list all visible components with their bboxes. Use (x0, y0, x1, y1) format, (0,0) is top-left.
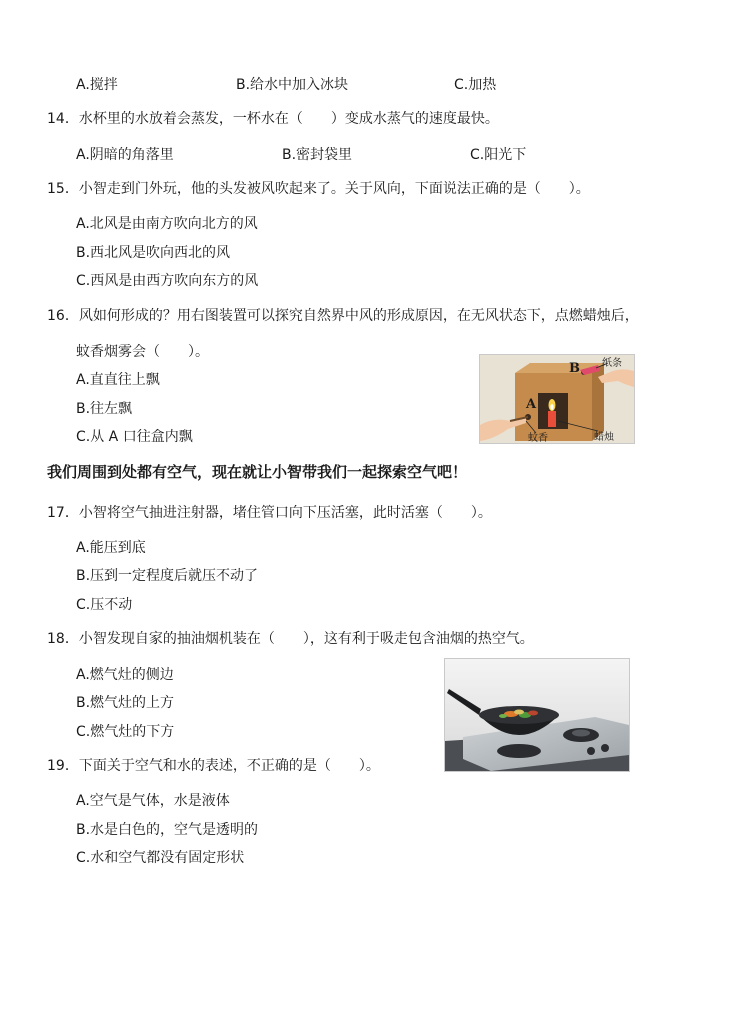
label-paper-strip: 纸条 (602, 358, 622, 369)
q17-option-c[interactable]: C.压不动 (76, 597, 133, 613)
q19-option-b[interactable]: B.水是白色的，空气是透明的 (76, 822, 259, 838)
q13-option-b[interactable]: B.给水中加入冰块 (236, 77, 349, 93)
q14-option-c[interactable]: C.阳光下 (470, 147, 527, 163)
q16-stem: 16．风如何形成的？用右图装置可以探究自然界中风的形成原因，在无风状态下，点燃蜡烛后， (47, 308, 639, 324)
q13-option-a[interactable]: A.搅拌 (76, 77, 118, 93)
q15-option-b[interactable]: B.西北风是吹向西北的风 (76, 245, 231, 261)
q18-stem: 18．小智发现自家的抽油烟机装在（ ），这有利于吸走包含油烟的热空气。 (47, 631, 534, 647)
candle-box-figure (479, 354, 635, 444)
q14-option-a[interactable]: A.阴暗的角落里 (76, 147, 174, 163)
q19-option-a[interactable]: A.空气是气体，水是液体 (76, 793, 230, 809)
label-hole-b: B (569, 361, 580, 376)
q19-stem: 19．下面关于空气和水的表述，不正确的是（ ）。 (47, 758, 380, 774)
q16-option-b[interactable]: B.往左飘 (76, 401, 133, 417)
q16-stem-continued: 蚊香烟雾会（ ）。 (76, 344, 209, 360)
q16-option-a[interactable]: A.直直往上飘 (76, 372, 160, 388)
q18-option-b[interactable]: B.燃气灶的上方 (76, 695, 175, 711)
q15-option-c[interactable]: C.西风是由西方吹向东方的风 (76, 273, 259, 289)
q19-option-c[interactable]: C.水和空气都没有固定形状 (76, 850, 245, 866)
q17-option-b[interactable]: B.压到一定程度后就压不动了 (76, 568, 259, 584)
q17-option-a[interactable]: A.能压到底 (76, 540, 146, 556)
label-incense: 蚊香 (528, 433, 548, 444)
q18-option-c[interactable]: C.燃气灶的下方 (76, 724, 175, 740)
q16-option-c[interactable]: C.从 A 口往盒内飘 (76, 429, 193, 445)
q14-stem: 14．水杯里的水放着会蒸发，一杯水在（ ）变成水蒸气的速度最快。 (47, 111, 499, 127)
q18-option-a[interactable]: A.燃气灶的侧边 (76, 667, 174, 683)
q17-stem: 17．小智将空气抽进注射器，堵住管口向下压活塞，此时活塞（ ）。 (47, 505, 492, 521)
q14-option-b[interactable]: B.密封袋里 (282, 147, 353, 163)
q15-stem: 15．小智走到门外玩，他的头发被风吹起来了。关于风向，下面说法正确的是（ ）。 (47, 181, 590, 197)
section-heading: 我们周围到处都有空气，现在就让小智带我们一起探索空气吧！ (47, 463, 468, 481)
q15-option-a[interactable]: A.北风是由南方吹向北方的风 (76, 216, 258, 232)
wok-stove-figure (444, 658, 630, 772)
label-hole-a: A (526, 397, 537, 412)
label-candle: 蜡烛 (594, 432, 614, 443)
q13-option-c[interactable]: C.加热 (454, 77, 497, 93)
